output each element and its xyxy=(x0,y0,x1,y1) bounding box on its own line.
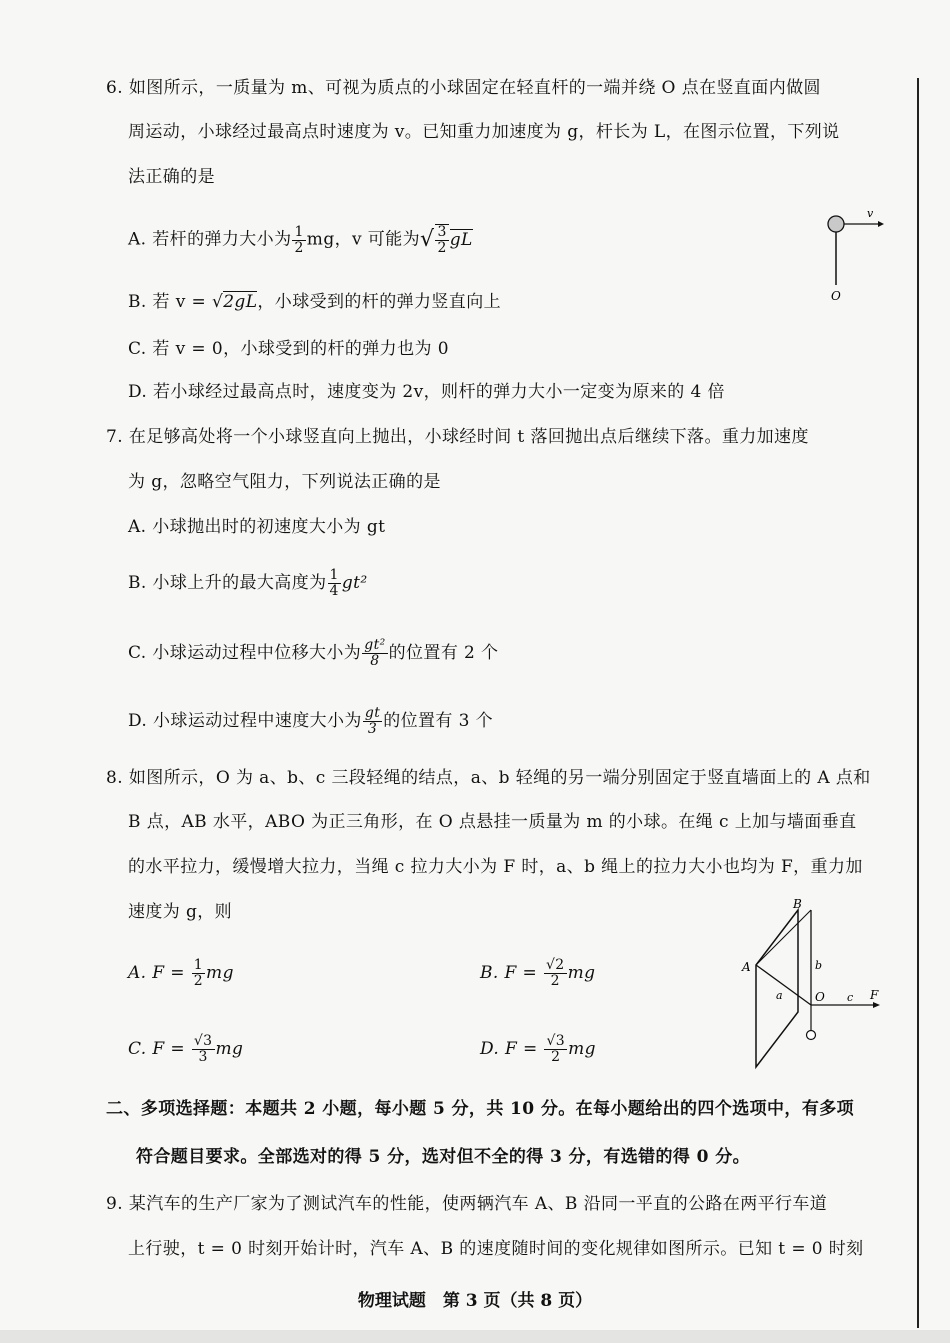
q7-line2: 为 g，忽略空气阻力，下列说法正确的是 xyxy=(128,472,441,492)
q6-option-a-sqrt-tail: gL xyxy=(449,229,473,250)
q7-option-c xyxy=(128,638,498,669)
q6-option-a-sqrt-fraction xyxy=(435,224,448,256)
q8-option-d-den: 2 xyxy=(551,1049,561,1065)
q7-option-c-suffix: 的位置有 2 个 xyxy=(388,643,499,663)
q6-option-a xyxy=(128,224,473,256)
q7-option-b-suffix: gt² xyxy=(341,573,368,593)
section2-line2: 符合题目要求。全部选对的得 5 分，选对但不全的得 3 分，有选错的得 0 分。 xyxy=(136,1147,750,1167)
q7-option-b-fraction xyxy=(328,568,341,599)
q8-option-a-fraction xyxy=(192,958,205,989)
q7-option-c-den: 8 xyxy=(370,653,380,669)
q6-line2: 周运动，小球经过最高点时速度为 v。已知重力加速度为 g，杆长为 L，在图示位置，下列说 xyxy=(128,122,840,142)
q7-option-b xyxy=(128,568,368,599)
bottom-edge xyxy=(0,1330,950,1343)
q8-arrow-head xyxy=(873,1002,880,1008)
q8-option-b xyxy=(480,958,595,989)
q8-line-ab xyxy=(756,910,811,965)
q6-option-a-sqrt-den: 2 xyxy=(437,240,447,256)
q8-option-b-den: 2 xyxy=(550,973,560,989)
q7-option-d-num: gt xyxy=(364,705,381,721)
q8-rope-a xyxy=(756,965,811,1005)
q8-option-c-suffix: mg xyxy=(215,1039,244,1059)
q8-label-o: O xyxy=(815,990,825,1004)
q8-line3: 的水平拉力，缓慢增大拉力，当绳 c 拉力大小为 F 时，a、b 绳上的拉力大小也均为 F，重力加 xyxy=(128,857,863,877)
q7-option-d-fraction xyxy=(363,706,382,737)
q8-ball xyxy=(807,1031,816,1040)
q6-label-v: v xyxy=(867,207,874,220)
q6-option-b xyxy=(128,290,501,314)
q6-figure xyxy=(820,205,890,305)
q8-option-b-fraction xyxy=(544,958,567,989)
q7-option-b-prefix: B. 小球上升的最大高度为 xyxy=(128,573,327,593)
q8-line1: 8. 如图所示，O 为 a、b、c 三段轻绳的结点，a、b 轻绳的另一端分别固定于竖直墙面上的 A 点和 xyxy=(106,768,871,788)
q8-option-a xyxy=(128,958,234,989)
q7-option-c-prefix: C. 小球运动过程中位移大小为 xyxy=(128,643,362,663)
q6-line3: 法正确的是 xyxy=(128,167,215,187)
q7-option-b-den: 4 xyxy=(329,583,339,599)
page-footer: 物理试题 第 3 页（共 8 页） xyxy=(357,1291,593,1311)
q6-option-a-sqrt-num: 3 xyxy=(437,224,447,240)
q6-option-b-sqrt: 2gL xyxy=(223,292,258,312)
q7-option-d-den: 3 xyxy=(367,721,378,737)
q6-option-a-prefix: A. 若杆的弹力大小为 xyxy=(128,229,292,250)
q7-option-d-suffix: 的位置有 3 个 xyxy=(383,711,494,731)
q8-option-b-prefix: B. F = xyxy=(480,963,543,983)
q6-label-o: O xyxy=(831,289,841,303)
q8-option-d-fraction xyxy=(544,1034,567,1065)
q8-label-f: F xyxy=(870,988,879,1002)
q6-option-a-frac-num: 1 xyxy=(294,223,304,240)
q8-option-b-suffix: mg xyxy=(567,963,596,983)
q8-option-d-suffix: mg xyxy=(568,1039,596,1059)
q6-option-c: C. 若 v = 0，小球受到的杆的弹力也为 0 xyxy=(128,339,449,359)
q8-option-d xyxy=(480,1034,596,1065)
q8-label-rope-c: c xyxy=(847,991,854,1004)
sqrt-symbol: √ xyxy=(211,292,224,312)
q7-option-c-fraction xyxy=(362,638,387,669)
q8-line4: 速度为 g，则 xyxy=(128,902,233,922)
q8-label-a-point: A xyxy=(742,960,751,974)
q8-option-c-num: √3 xyxy=(193,1033,213,1049)
q6-option-b-prefix: B. 若 v = xyxy=(128,292,212,312)
q8-option-a-num: 1 xyxy=(193,957,204,973)
q6-option-a-fraction xyxy=(292,225,305,256)
margin-rule xyxy=(917,78,919,1328)
q6-arrow-head xyxy=(878,221,884,227)
q8-label-b-point: B xyxy=(793,897,802,911)
q7-option-c-num: gt² xyxy=(364,637,386,653)
sqrt-symbol: √ xyxy=(420,227,435,252)
q6-line1: 6. 如图所示，一质量为 m、可视为质点的小球固定在轻直杆的一端并绕 O 点在竖直面内做圆 xyxy=(106,78,821,98)
q8-figure xyxy=(738,895,888,1075)
q7-line1: 7. 在足够高处将一个小球竖直向上抛出，小球经时间 t 落回抛出点后继续下落。重力加速度 xyxy=(106,427,809,447)
q8-option-d-prefix: D. F = xyxy=(480,1039,544,1059)
q9-line2: 上行驶，t = 0 时刻开始计时，汽车 A、B 的速度随时间的变化规律如图所示。已知 t = 0 时刻 xyxy=(128,1239,864,1259)
q7-option-b-num: 1 xyxy=(329,567,339,583)
q7-option-a: A. 小球抛出时的初速度大小为 gt xyxy=(128,517,386,537)
q7-option-d-prefix: D. 小球运动过程中速度大小为 xyxy=(128,711,362,731)
q8-option-d-num: √3 xyxy=(546,1033,566,1049)
q6-option-d: D. 若小球经过最高点时，速度变为 2v，则杆的弹力大小一定变为原来的 4 倍 xyxy=(128,382,725,402)
q8-option-c-fraction xyxy=(192,1034,215,1065)
section2-line1: 二、多项选择题：本题共 2 小题，每小题 5 分，共 10 分。在每小题给出的四个选项中，有多项 xyxy=(106,1099,855,1119)
q8-option-a-den: 2 xyxy=(193,973,204,989)
q7-option-d xyxy=(128,706,493,737)
q8-option-a-suffix: mg xyxy=(206,963,234,983)
q8-line2: B 点，AB 水平，ABO 为正三角形，在 O 点悬挂一质量为 m 的小球。在绳 c 上加与墙面垂直 xyxy=(128,812,857,832)
q6-ball xyxy=(828,216,844,232)
q8-option-c xyxy=(128,1034,243,1065)
q8-label-rope-b: b xyxy=(815,959,823,972)
q6-option-a-mid: mg，v 可能为 xyxy=(306,229,421,250)
q8-option-c-den: 3 xyxy=(198,1049,208,1065)
q8-option-a-prefix: A. F = xyxy=(128,963,191,983)
q6-option-b-suffix: ，小球受到的杆的弹力竖直向上 xyxy=(257,292,501,312)
q8-option-c-prefix: C. F = xyxy=(128,1039,191,1059)
q9-line1: 9. 某汽车的生产厂家为了测试汽车的性能，使两辆汽车 A、B 沿同一平直的公路在两平行车道 xyxy=(106,1194,828,1214)
q6-option-a-frac-den: 2 xyxy=(294,239,304,256)
q8-label-rope-a: a xyxy=(776,989,783,1002)
q8-option-b-num: √2 xyxy=(545,957,565,973)
